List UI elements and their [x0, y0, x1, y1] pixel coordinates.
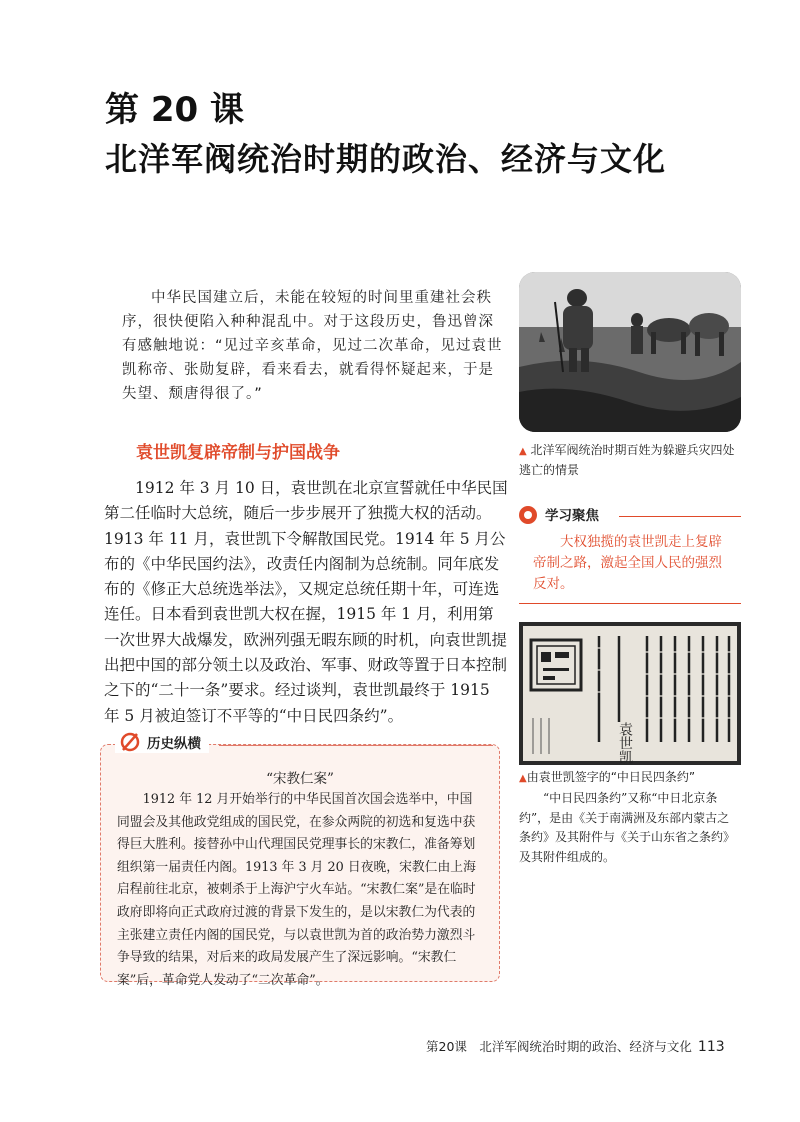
history-label: 历史纵横: [147, 736, 201, 752]
history-subtitle: “宋教仁案”: [266, 771, 334, 787]
treaty-document-photo: [519, 622, 741, 765]
focus-text: 大权独揽的袁世凯走上复辟帝制之路，激起全国人民的强烈反对。: [533, 534, 722, 592]
history-compass-icon: [119, 731, 141, 753]
history-sidebar-box: [100, 736, 500, 988]
footer-label: 第20课 北洋军阀统治时期的政治、经济与文化: [426, 1039, 692, 1054]
photo2-caption: [519, 768, 741, 788]
lesson-title: 北洋军阀统治时期的政治、经济与文化: [105, 140, 667, 178]
intro-paragraph: 中华民国建立后，未能在较短的时间里重建社会秩序，很快便陷入种种混乱中。对于这段历史，鲁迅曾深有感触地说：“见过辛亥革命，见过二次革命，见过袁世凯称帝、张勋复辟，看来看去，就看得怀疑起来，于是失望、颓唐得很了。”: [122, 290, 503, 402]
focus-rule-bottom: [519, 603, 741, 604]
refugee-photo: [519, 272, 741, 432]
section-paragraph: 1912 年 3 月 10 日，袁世凯在北京宣誓就任中华民国第二任临时大总统，随后一步步展开了独揽大权的活动。1913 年 11 月，袁世凯下令解散国民党。1914 年 5 月公布的《中华民国约法》，改责任内阁制为总统制。同年底发布的《修正大总统选举法》，又规定总统任期十年，可连选连任。日本看到袁世凯大权在握，1915 年 1 月，利用第一次世界大战爆发，欧洲列强无暇东顾的时机，向袁世凯提出把中国的部分领土以及政治、军事、财政等置于日本控制之下的“二十一条”要求。经过谈判，袁世凯最终于 1915 年 5 月被迫签订不平等的“中日民四条约”。: [104, 479, 508, 725]
lesson-number: 第 20 课: [105, 90, 244, 130]
photo2-caption-text: 由袁世凯签字的“中日民四条约”: [526, 770, 696, 784]
treaty-document-illustration: [519, 622, 741, 765]
history-rule: [219, 745, 493, 746]
section-heading: 袁世凯复辟帝制与护国战争: [136, 443, 340, 463]
photo2-note: “中日民四条约”又称“中日北京条约”，是由《关于南满洲及东部内蒙古之条约》及其附件与《关于山东省之条约》及其附件组成的。: [519, 791, 736, 864]
caption-triangle-icon: ▲: [519, 773, 527, 784]
history-text: 1912 年 12 月开始举行的中华民国首次国会选举中，中国同盟会及其他政党组成的国民党，在参众两院的初选和复选中获得巨大胜利。接替孙中山代理国民党理事长的宋教仁，准备筹划组织第一届责任内阁。1913 年 3 月 20 日夜晚，宋教仁由上海启程前往北京，被刺杀于上海沪宁火车站。“宋教仁案”是在临时政府即将向正式政府过渡的背景下发生的，是以宋教仁为代表的主张建立责任内阁的国民党，与以袁世凯为首的政治势力激烈斗争导致的结果，对后来的政局发展产生了深远影响。“宋教仁案”后，革命党人发动了“二次革命”。: [117, 792, 476, 988]
page-footer: [426, 1037, 726, 1055]
photo1-caption-text: 北洋军阀统治时期百姓为躲避兵灾四处逃亡的情景: [519, 443, 735, 477]
photo1-caption: [519, 441, 741, 480]
focus-rule: [619, 516, 741, 517]
history-header: [115, 731, 209, 753]
refugee-photo-illustration: [519, 272, 741, 432]
learning-focus: [519, 506, 741, 604]
focus-target-icon: [519, 506, 537, 524]
page-number: 113: [697, 1039, 725, 1055]
treaty-signature: 袁世凯: [617, 722, 633, 764]
focus-label: 学习聚焦: [545, 508, 599, 524]
caption-triangle-icon: ▲: [519, 446, 527, 457]
